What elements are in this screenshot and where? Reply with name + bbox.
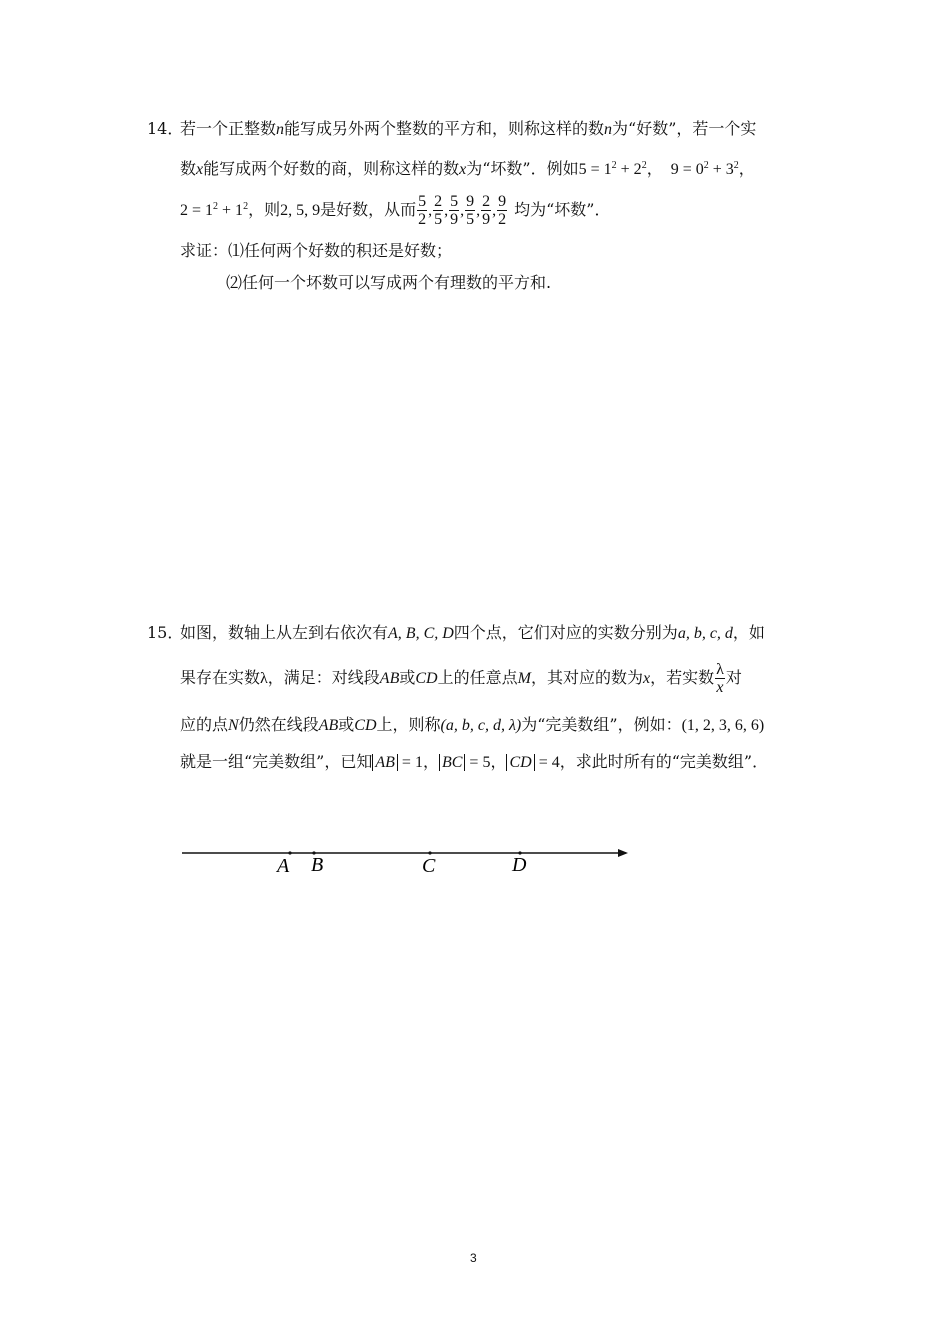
fraction: $\frac{9}{2}$ xyxy=(498,193,507,228)
q15-line2: 果存在实数λ，满足：对线段AB或CD上的任意点M，其对应的数为x，若实数 $\frac{\lambda}{x}$ 对 xyxy=(180,661,742,696)
comma: , xyxy=(460,202,465,219)
equation: $2 = 1^2 + 1^2$ xyxy=(180,201,249,219)
arrow-head-icon xyxy=(618,849,628,857)
good-numbers: 2, 5, 9 xyxy=(280,202,321,219)
equation: $5 = 1^2 + 2^2$ xyxy=(578,160,647,178)
q14-text: 若一个正整数 xyxy=(180,119,277,138)
abs-CD: CD xyxy=(506,754,534,771)
comma: , xyxy=(492,202,497,219)
q14-line3 xyxy=(180,189,610,229)
comma: , xyxy=(444,202,449,219)
var-x: x xyxy=(196,161,204,178)
example-tuple: (1, 2, 3, 6, 6) xyxy=(681,717,765,734)
number-line-figure xyxy=(170,835,640,885)
label-D: D xyxy=(512,854,527,876)
label-C: C xyxy=(422,855,436,877)
q14-text: 为“坏数”．例如 xyxy=(466,159,579,178)
fraction: $\frac{5}{2}$ xyxy=(418,193,427,228)
comma: , xyxy=(428,202,433,219)
q14-text: 为“好数”，若一个实 xyxy=(612,119,757,138)
q14-text: 数 xyxy=(180,159,197,178)
q15-line4: 就是一组“完美数组”，已知 AB = 1， BC = 5， CD = 4，求此时所有的“完美数组”． xyxy=(180,752,769,771)
lambda: λ xyxy=(260,670,268,687)
q14-prove2: ⑵任何一个坏数可以写成两个有理数的平方和. xyxy=(226,273,552,292)
fraction: $\frac{5}{9}$ xyxy=(450,193,459,228)
q14-number: 14． xyxy=(147,119,184,138)
equation: $9 = 0^2 + 3^2$ xyxy=(670,160,739,178)
q14-text: 能写成两个好数的商，则称这样的数 xyxy=(203,159,460,178)
var-n: n xyxy=(604,121,613,138)
fraction: $\frac{2}{5}$ xyxy=(434,193,443,228)
fraction-list xyxy=(416,193,508,228)
lambda-over-x: $\frac{\lambda}{x}$ xyxy=(716,661,724,696)
abs-BC: BC xyxy=(439,754,465,771)
fraction: $\frac{2}{9}$ xyxy=(482,193,491,228)
q15-number: 15． xyxy=(147,623,184,642)
q14-line1 xyxy=(180,119,756,140)
page-number: 3 xyxy=(470,1251,477,1265)
var-n: n xyxy=(276,121,285,138)
q15-line1: 如图，数轴上从左到右依次有A, B, C, D四个点，它们对应的实数分别为a, b, c, d，如 xyxy=(180,623,765,642)
point-names: A, B, C, D xyxy=(388,625,454,642)
q14-prove1: 求证：⑴任何两个好数的积还是好数； xyxy=(180,241,453,260)
abs-AB: AB xyxy=(372,754,398,771)
q14-text: 均为“坏数”． xyxy=(514,200,611,219)
label-A: A xyxy=(277,855,290,877)
q14-text: 能写成另外两个整数的平方和，则称这样的数 xyxy=(284,119,605,138)
var-x: x xyxy=(459,161,467,178)
q14-text: ，则 xyxy=(248,200,281,219)
fraction: $\frac{9}{5}$ xyxy=(466,193,475,228)
label-B: B xyxy=(311,854,324,876)
q14-line2: 数x能写成两个好数的商，则称这样的数x为“坏数”．例如$5 = 1^2 + 2^2$， $9 = 0^2 + 3^2$， xyxy=(180,159,755,178)
perfect-tuple: (a, b, c, d, λ) xyxy=(440,717,522,734)
q15-line3: 应的点N仍然在线段AB或CD上，则称(a, b, c, d, λ)为“完美数组”，例如：(1, 2, 3, 6, 6) xyxy=(180,715,765,734)
point-values: a, b, c, d xyxy=(677,625,733,642)
comma: , xyxy=(476,202,481,219)
q14-text: 是好数，从而 xyxy=(320,200,417,219)
